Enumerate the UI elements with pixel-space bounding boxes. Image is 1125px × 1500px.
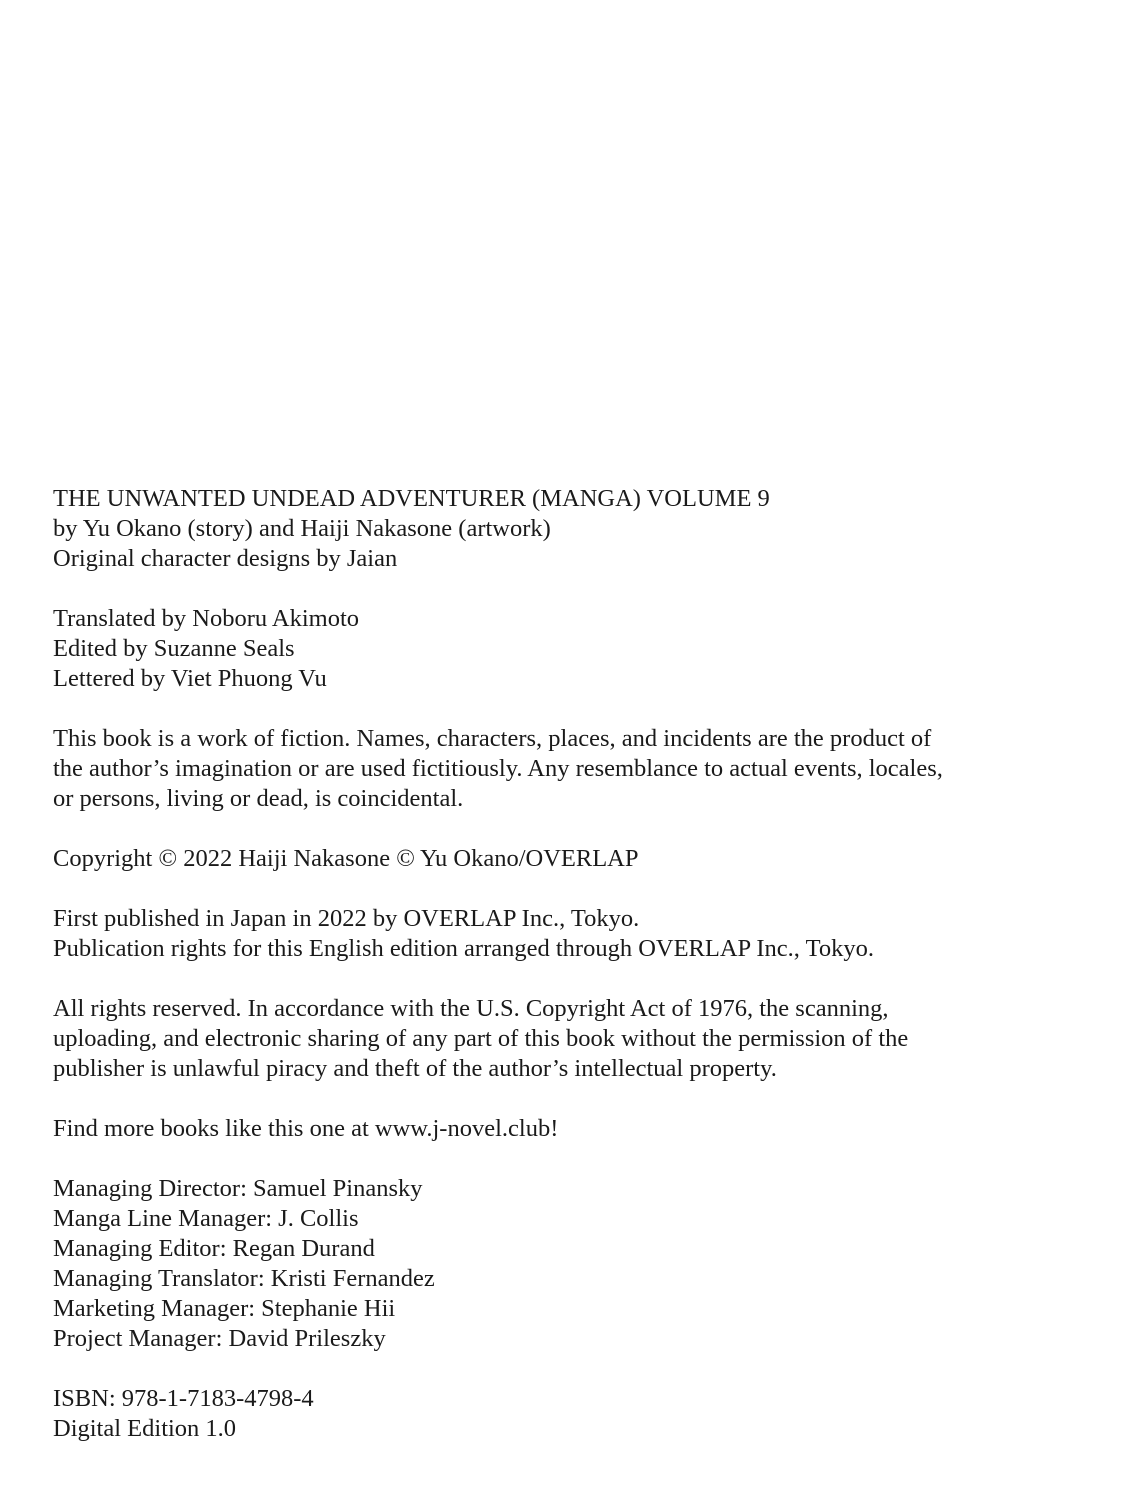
rights-reserved: [53, 994, 1053, 1084]
rights-line: All rights reserved. In accordance with the U.S. Copyright Act of 1976, the scanning,: [53, 995, 889, 1022]
editor-line: Edited by Suzanne Seals: [53, 635, 295, 662]
website-promo: [53, 1114, 1053, 1144]
copyright-notice: [53, 844, 1053, 874]
letterer-line: Lettered by Viet Phuong Vu: [53, 665, 327, 692]
translator-line: Translated by Noboru Akimoto: [53, 605, 360, 632]
project-manager-line: Project Manager: David Prileszky: [53, 1325, 386, 1352]
title-block: [53, 484, 1053, 574]
fiction-disclaimer: [53, 724, 1053, 814]
authors-line: by Yu Okano (story) and Haiji Nakasone (artwork): [53, 515, 551, 542]
disclaimer-line: or persons, living or dead, is coincidental.: [53, 785, 464, 812]
staff-block: [53, 604, 1053, 694]
rights-line: publisher is unlawful piracy and theft of the author’s intellectual property.: [53, 1055, 777, 1082]
publication-rights-line: Publication rights for this English edition arranged through OVERLAP Inc., Tokyo.: [53, 935, 874, 962]
managing-editor-line: Managing Editor: Regan Durand: [53, 1235, 375, 1262]
rights-line: uploading, and electronic sharing of any part of this book without the permission of the: [53, 1025, 909, 1052]
character-designs-line: Original character designs by Jaian: [53, 545, 398, 572]
disclaimer-line: This book is a work of fiction. Names, characters, places, and incidents are the product of: [53, 725, 932, 752]
first-published-line: First published in Japan in 2022 by OVERLAP Inc., Tokyo.: [53, 905, 640, 932]
edition-info: [53, 1384, 1053, 1444]
managing-director-line: Managing Director: Samuel Pinansky: [53, 1175, 423, 1202]
disclaimer-line: the author’s imagination or are used fictitiously. Any resemblance to actual events, locales,: [53, 755, 943, 782]
marketing-manager-line: Marketing Manager: Stephanie Hii: [53, 1295, 396, 1322]
management-credits: [53, 1174, 1053, 1354]
managing-translator-line: Managing Translator: Kristi Fernandez: [53, 1265, 435, 1292]
book-title: THE UNWANTED UNDEAD ADVENTURER (MANGA) VOLUME 9: [53, 485, 770, 512]
digital-edition-line: Digital Edition 1.0: [53, 1415, 237, 1442]
copyright-line: Copyright © 2022 Haiji Nakasone © Yu Okano/OVERLAP: [53, 845, 639, 872]
credits-text: [53, 484, 1053, 1444]
manga-line-manager-line: Manga Line Manager: J. Collis: [53, 1205, 359, 1232]
publication-info: [53, 904, 1053, 964]
website-line: Find more books like this one at www.j-novel.club!: [53, 1115, 559, 1142]
isbn-line: ISBN: 978-1-7183-4798-4: [53, 1385, 314, 1412]
